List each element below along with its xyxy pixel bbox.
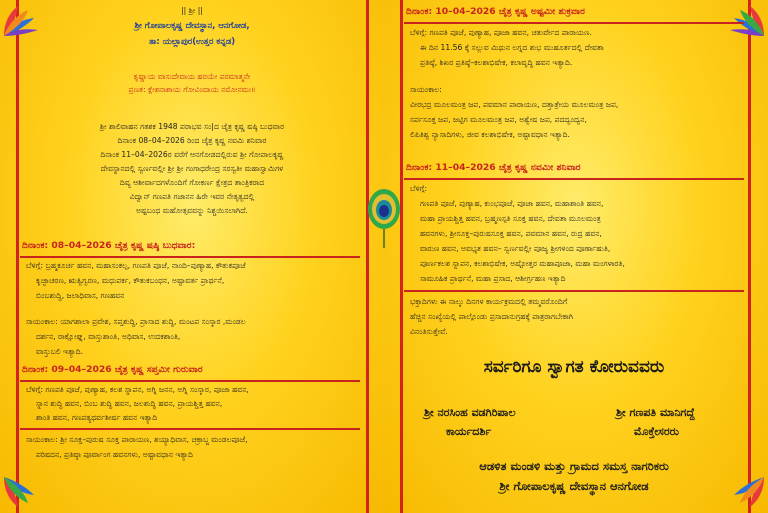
day2-morning-line: ಸ್ನಾನ ಶುದ್ಧಿ ಹವನ, ಬಿಂಬ ಶುದ್ಧಿ ಹವನ, ಜಲಶುದ್ಧಿ ಹವನ, ಪ್ರಾಯಶ್ಚಿತ್ತ ಹವನ,: [36, 399, 223, 408]
divider: [20, 428, 360, 430]
lotus-icon: [0, 473, 40, 513]
person2-name: ಶ್ರೀ ಗಣಪತಿ ಮಾನಿಗದ್ದೆ: [616, 406, 695, 419]
day4-heading: ದಿನಾಂಕ: 11–04–2026 ಚೈತ್ರ ಕೃಷ್ಣ ನವಮೀ ಶನಿವಾರ: [406, 162, 581, 173]
temple-line: ಶ್ರೀ ಗೋಪಾಲಕೃಷ್ಣ ದೇವಸ್ಥಾನ, ಆನಗೋಡ,: [134, 20, 250, 30]
divider: [404, 22, 744, 24]
person1-name: ಶ್ರೀ ನರಸಿಂಹ ವಡಗಿರಿಪಾಲ: [424, 406, 516, 419]
day1-morning-line: ಬೆಳಿಗ್ಗೆ: ಬ್ರಹ್ಮಕೂರ್ಚ ಹವನ, ಮಹಾಸಂಕಲ್ಪ, ಗಣಪತಿ ಪೂಜೆ, ನಾಂದಿ–ಪುಣ್ಯಾಹ, ಕೌತುಕಪೂಜೆ: [26, 261, 246, 270]
right-page: [384, 0, 768, 513]
left-border-line: [16, 0, 19, 513]
day1-morning-line: ಬಿಂಬಶುದ್ಧಿ, ಜಲಾಧಿವಾಸ, ಗಣಹವನ: [36, 291, 125, 300]
intro-line: ದಿನಾಂಕ 11–04–2026ರ ವರೆಗೆ ಆನಗೋಡದಲ್ಲಿರುವ ಶ್ರೀ ಗೋಪಾಲಕೃಷ್ಣ: [100, 150, 284, 159]
day3-morning-line: ಬೆಳಿಗ್ಗೆ: ಗಣಪತಿ ಪೂಜೆ, ಪುಣ್ಯಾಹ, ಪೂಜಾ ಹವನ, ಚತುರ್ವೇದ ಪಾರಾಯಣ.: [410, 28, 592, 37]
om-line: || ಶ್ರೀ ||: [181, 6, 203, 15]
day4-morning-label: ಬೆಳಿಗ್ಗೆ:: [410, 184, 428, 193]
person1-role: ಕಾರ್ಯದರ್ಶಿ: [446, 425, 492, 438]
day2-morning-line: ಶಾಂತಿ ಹವನ, ಗಣಪತ್ಯಥರ್ವಶೀರ್ಷ ಹವನ ಇತ್ಯಾದಿ: [36, 413, 158, 422]
day3-heading: ದಿನಾಂಕ: 10–04–2026 ಚೈತ್ರ ಕೃಷ್ಣ ಅಷ್ಟಮೀ ಶುಕ್ರವಾರ: [406, 6, 585, 17]
day1-evening-line: ವಾಸ್ತುಬಲಿ ಇತ್ಯಾದಿ.: [36, 347, 84, 356]
right-border-line: [748, 0, 751, 513]
day1-heading: ದಿನಾಂಕ: 08–04–2026 ಚೈತ್ರ ಕೃಷ್ಣ ಷಷ್ಠಿ ಬುಧವಾರ:: [22, 240, 196, 251]
divider: [20, 256, 360, 258]
intro-line: ದಿನಾಂಕ 08–04–2026 ರಿಂದ ಚೈತ್ರ ಕೃಷ್ಣ ನವಮಿ ಶನಿವಾರ: [117, 136, 267, 145]
note-line: ಭಕ್ತಾದಿಗಳು ಈ ನಾಲ್ಕು ದಿನಗಳ ಕಾರ್ಯಕ್ರಮದಲ್ಲಿ ತಮ್ಮವರೊಂದಿಗೆ: [410, 297, 568, 306]
intro-line: ದಿವ್ಯ ಆಶೀರ್ವಾದಗಳೊಂದಿಗೆ ಗೋಕರ್ಣ ಕ್ಷೇತ್ರದ ತಾಂತ್ರಿಕರಾದ: [119, 178, 265, 187]
taluk-line: ತಾ: ಯಲ್ಲಾಪುರ(ಉತ್ತರ ಕನ್ನಡ): [148, 36, 236, 46]
day3-morning-line: ಈ ದಿನ 11.56 ಕ್ಕೆ ಸಲ್ಲುವ ಮಿಥುನ ಲಗ್ನದ ಶುಭ ಮುಹೂರ್ತದಲ್ಲಿ ದೇವತಾ: [420, 43, 604, 52]
day2-evening-line: ಸಾಯಂಕಾಲ: ಶ್ರೀ ಸೂಕ್ತ–ಪುರುಷ ಸೂಕ್ತ ಪಾರಾಯಣ, ಶಯ್ಯಾಧಿವಾಸ, ಚಕ್ರಾಬ್ಜ ಮಂಡಲಪೂಜೆ,: [26, 435, 248, 444]
day3-evening-line: ವೀರಭದ್ರ ಮೂಲಮಂತ್ರ ಜಪ, ಪವಮಾನ ಪಾರಾಯಣ, ದತ್ತಾತ್ರೇಯ ಮೂಲಮಂತ್ರ ಜಪ,: [410, 100, 619, 109]
note-line: ಹೆಚ್ಚಿನ ಸಂಖ್ಯೆಯಲ್ಲಿ ಪಾಲ್ಗೊಂಡು ಪ್ರಸಾದಾನುಗ್ರಹಕ್ಕೆ ಪಾತ್ರರಾಗಬೇಕಾಗಿ: [410, 312, 574, 321]
divider: [404, 178, 744, 180]
day3-evening-label: ಸಾಯಂಕಾಲ:: [410, 85, 442, 94]
day4-morning-line: ಮಹಾ ಪ್ರಾಯಶ್ಚಿತ್ತ ಹವನ, ಬ್ರಹ್ಮಣಸ್ಪತಿ ಸೂಕ್ತ ಹವನ, ದೇವತಾ ಮೂಲಮಂತ್ರ: [420, 214, 601, 223]
day2-evening-line: ಪರಿಷದನ, ಪ್ರತಿಷ್ಠಾ ಪೂರ್ವಾಂಗ ಹವನಗಳು, ಅಷ್ಟಾವಧಾನ ಇತ್ಯಾದಿ: [36, 450, 193, 459]
day1-morning-line: ಕೃಚ್ಛಾಚರಣ, ಋತ್ವಿಗ್ವರಣ, ಮಧುಪರ್ಕ, ಕೌತುಕಬಂಧನ, ಅಷ್ಟಾವರ್ತ ಪ್ರಾರ್ಥನೆ,: [36, 276, 225, 285]
person2-role: ಮೊಕ್ತೇಸರರು: [634, 425, 679, 438]
day2-heading: ದಿನಾಂಕ: 09–04–2026 ಚೈತ್ರ ಕೃಷ್ಣ ಸಪ್ತಮೀ ಗುರುವಾರ: [22, 364, 203, 375]
day4-morning-line: ಗಣಪತಿ ಪೂಜೆ, ಪುಣ್ಯಾಹ, ಕುಂಭಪೂಜೆ, ಪೂಜಾ ಹವನ, ಮಹಾಶಾಂತಿ ಹವನ,: [420, 199, 604, 208]
day2-morning-line: ಬೆಳಿಗ್ಗೆ: ಗಣಪತಿ ಪೂಜೆ, ಪುಣ್ಯಾಹ, ಕಲಶ ಸ್ನಾಪನ, ಅಗ್ನಿ ಜನನ, ಅಗ್ನಿ ಸಂಸ್ಕಾರ, ಪೂಜಾ ಹವನ,: [26, 385, 249, 394]
day3-evening-line: ಸರ್ಪಸೂಕ್ತ ಜಪ, ಜಟ್ಟಿಗ ಮೂಲಮಂತ್ರ ಜಪ, ಅಶ್ವೇಷ ಜಪ, ಪದದ್ವಂದ್ವನ,: [410, 115, 587, 124]
right-border-line: [366, 0, 369, 513]
left-border-line: [400, 0, 403, 513]
divider: [20, 380, 360, 382]
day1-evening-line: ದರ್ಶನ, ರಾಕ್ಷೋಘ್ನ, ವಾಸ್ತುಶಾಂತಿ, ಅಧಿವಾಸ, ಉದಕಶಾಂತಿ,: [36, 332, 181, 341]
intro-line: ವಿದ್ವಾನ್ ಗಣಪತಿ ಗಜಾನನ ಹಿರೇ ಇವರ ನೇತೃತ್ವದಲ್ಲಿ: [129, 192, 255, 201]
intro-line: ಅಷ್ಟಬಂಧ ಮಹೋತ್ಸವವನ್ನು ನಿಶ್ಚಯಿಸಲಾಗಿದೆ.: [136, 206, 248, 215]
day1-evening-line: ಸಾಯಂಕಾಲ: ಯಾಗಶಾಲಾ ಪ್ರವೇಶ, ಸಪ್ತಶುದ್ಧಿ, ಪ್ರಾಸಾದ ಶುದ್ಧಿ, ಮಂಟಪ ಸಂಸ್ಕಾರ ,ಮಂಡಲ: [26, 317, 246, 326]
footer-line: ಶ್ರೀ ಗೋಪಾಲಕೃಷ್ಣ ದೇವಸ್ಥಾನ ಆನಗೋಡ: [499, 479, 649, 493]
day4-morning-line: ಪೂರ್ಣಕಲಶ ಸ್ನಾಪನ, ಕಲಶಾಭಿಷೇಕ, ಅಷ್ಟೋತ್ತರ ಮಹಾಪೂಜಾ, ಮಹಾ ಮಂಗಳಾರತಿ,: [420, 259, 625, 268]
intro-line: ದೇವಸ್ಥಾನದಲ್ಲಿ ಸ್ವರ್ಣವಲ್ಲೀ ಶ್ರೀ ಶ್ರೀ ಗಂಗಾಧರೇಂದ್ರ ಸರಸ್ವತೀ ಮಹಾಸ್ವಾಮಿಗಳ: [100, 164, 284, 173]
day4-morning-line: ವಾರುಣ ಹವನ, ಅವಭೃತ ಹವನ– ಸ್ವರ್ಣವಲ್ಲೀ ಪೂಜ್ಯ ಶ್ರೀಗಳಿಂದ ಪೂರ್ಣಾಹುತಿ,: [420, 244, 611, 253]
day3-evening-line: ಲಿಪಿತಿಶ್ವ ನ್ಯಾಸಾದಿಗಳು, ಜೀವ ಕಲಶಾಭಿಷೇಕ, ಅಷ್ಟಾವಧಾನ ಇತ್ಯಾದಿ.: [410, 130, 570, 139]
intro-line: ಶ್ರೀ ಶಾಲಿವಾಹನ ಗತಶಕ 1948 ಪರಾಭವ ಸಂ|ದ ಚೈತ್ರ ಕೃಷ್ಣ ಷಷ್ಠಿ ಬುಧವಾರ: [99, 122, 285, 131]
shloka-line: ಕೃಷ್ಣಾಯ ವಾಸುದೇವಾಯ ಹರಯೇ ಪರಮಾತ್ಮನೇ: [133, 72, 251, 81]
footer-line: ಆಡಳಿತ ಮಂಡಳಿ ಮತ್ತು ಗ್ರಾಮದ ಸಮಸ್ತ ನಾಗರಿಕರು: [479, 459, 669, 473]
day4-morning-line: ಹವನಗಳು, ಶ್ರೀಸೂಕ್ತ–ಪುರುಷಸೂಕ್ತ ಹವನ, ಪವಮಾನ ಹವನ, ರುದ್ರ ಹವನ,: [420, 229, 602, 238]
shloka-line: ಪ್ರಣತ: ಕ್ಲೇಶನಾಶಾಯ ಗೋವಿಂದಾಯ ನಮೋನಮಃ॥: [128, 85, 256, 94]
lotus-icon: [728, 0, 768, 40]
welcome-heading: ಸರ್ವರಿಗೂ ಸ್ವಾಗತ ಕೋರುವವರು: [483, 357, 665, 377]
divider: [404, 290, 744, 292]
peacock-feather-icon: [364, 185, 404, 249]
day4-morning-line: ಸಾಮೂಹಿಕ ಪ್ರಾರ್ಥನೆ, ಮಹಾ ಪ್ರಸಾದ, ಆಶೀರ್ಗ್ರಹಣ ಇತ್ಯಾದಿ: [420, 274, 566, 283]
note-line: ವಿನಂತಿಸುತ್ತೇವೆ.: [410, 327, 448, 336]
day3-morning-line: ಪ್ರತಿಷ್ಠೆ, ಶಿಖರ ಪ್ರತಿಷ್ಠೆ–ಕಲಶಾಭಿಷೇಕ, ಕಲಾವೃದ್ಧಿ ಹವನ ಇತ್ಯಾದಿ.: [420, 58, 573, 67]
